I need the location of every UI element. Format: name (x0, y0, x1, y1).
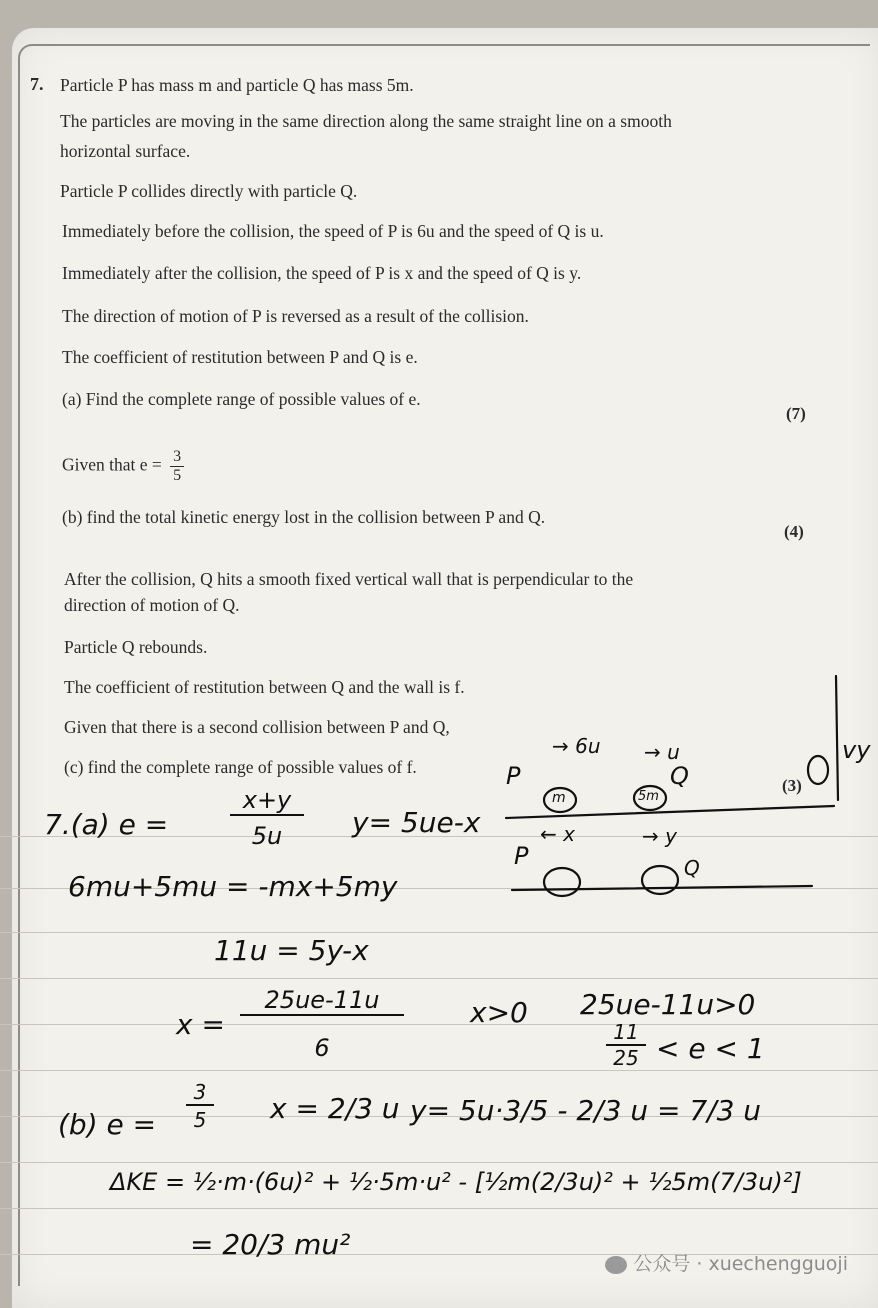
wall-line (836, 676, 838, 800)
answer-b-e-den: 5 (193, 1108, 207, 1132)
answer-b-result: = 20/3 mu² (190, 1228, 351, 1261)
part-b-prompt: (b) find the total kinetic energy lost in the collision between P and Q. (62, 507, 546, 527)
diag-label-vy: vy (842, 736, 871, 764)
marks-c: (3) (782, 776, 802, 795)
diag-label-6u: → 6u (552, 734, 601, 758)
marks-b: (4) (784, 522, 804, 541)
question-line: The coefficient of restitution between P and Q is e. (62, 347, 418, 367)
question-line: The particles are moving in the same direction along the same straight line on a smooth (60, 111, 672, 131)
diag-label-q-after: Q (684, 856, 700, 880)
wechat-icon (605, 1256, 627, 1274)
part-c-prompt: (c) find the complete range of possible values of f. (64, 757, 417, 777)
answer-a-range-num: 11 (606, 1020, 646, 1046)
question-line: The direction of motion of P is reversed as a result of the collision. (62, 306, 529, 326)
answer-b-y: y= 5u·3/5 - 2/3 u = 7/3 u (410, 1094, 762, 1127)
given-numerator: 3 (170, 448, 184, 467)
diag-label-p: P (506, 762, 521, 790)
question-line: Particle P has mass m and particle Q has mass 5m. (60, 75, 414, 95)
question-line: After the collision, Q hits a smooth fixed vertical wall that is perpendicular to the (64, 569, 634, 589)
question-number: 7. (30, 74, 44, 94)
diag-label-y: → y (642, 824, 677, 848)
watermark-text: 公众号 · xuechengguoji (633, 1253, 848, 1275)
diag-mass-m: m (552, 790, 566, 806)
answer-a-condition-2: 25ue-11u>0 (580, 988, 756, 1021)
answer-a-x-num: 25ue-11u (240, 986, 404, 1016)
answer-a-y: y= 5ue-x (352, 806, 481, 839)
answer-a-frac-num: x+y (230, 786, 304, 816)
answer-b-label: (b) e = (58, 1108, 157, 1141)
marks-a: (7) (786, 404, 806, 423)
answer-a-condition: x>0 (470, 996, 528, 1029)
answer-b-x: x = 2/3 u (270, 1092, 400, 1125)
question-line: Immediately after the collision, the speed of P is x and the speed of Q is y. (62, 263, 582, 283)
particle-p-after (544, 868, 580, 896)
answer-b-ke: ΔKE = ½·m·(6u)² + ½·5m·u² - [½m(2/3u)² + ½5m(7/3u)²] (110, 1168, 802, 1196)
question-line: Particle P collides directly with particle Q. (60, 181, 358, 201)
question-line: horizontal surface. (60, 141, 191, 161)
diag-mass-5m: 5m (638, 789, 659, 804)
diag-label-q: Q (670, 762, 689, 790)
diag-label-x: ← x (540, 822, 575, 846)
part-a-prompt: (a) Find the complete range of possible values of e. (62, 389, 421, 409)
answer-a-range: < e < 1 (656, 1032, 765, 1065)
diag-label-p-after: P (514, 842, 529, 870)
given-denominator: 5 (173, 467, 182, 484)
question-line: The coefficient of restitution between Q and the wall is f. (64, 677, 465, 697)
particle-q-after (642, 866, 678, 894)
answer-a-range-den: 25 (613, 1046, 639, 1070)
question-line: Immediately before the collision, the speed of P is 6u and the speed of Q is u. (62, 221, 604, 241)
given-text: Given that e = (62, 454, 162, 475)
answer-b-e-num: 3 (186, 1080, 214, 1106)
particle-q-at-wall (808, 756, 828, 784)
question-line: Particle Q rebounds. (64, 637, 208, 657)
wechat-watermark (605, 1249, 848, 1276)
answer-a-equation: 11u = 5y-x (214, 934, 369, 967)
answer-a-x-den: 6 (314, 1034, 330, 1062)
question-line: Given that there is a second collision between P and Q, (64, 717, 450, 737)
answer-a-momentum: 6mu+5mu = -mx+5my (68, 870, 398, 903)
question-line: direction of motion of Q. (64, 595, 240, 615)
answer-a-label: 7.(a) e = (44, 808, 169, 841)
answer-a-x-lhs: x = (176, 1008, 225, 1041)
diag-label-u: → u (644, 740, 680, 764)
answer-a-frac-den: 5u (251, 822, 283, 850)
surface-line-after (512, 886, 812, 890)
